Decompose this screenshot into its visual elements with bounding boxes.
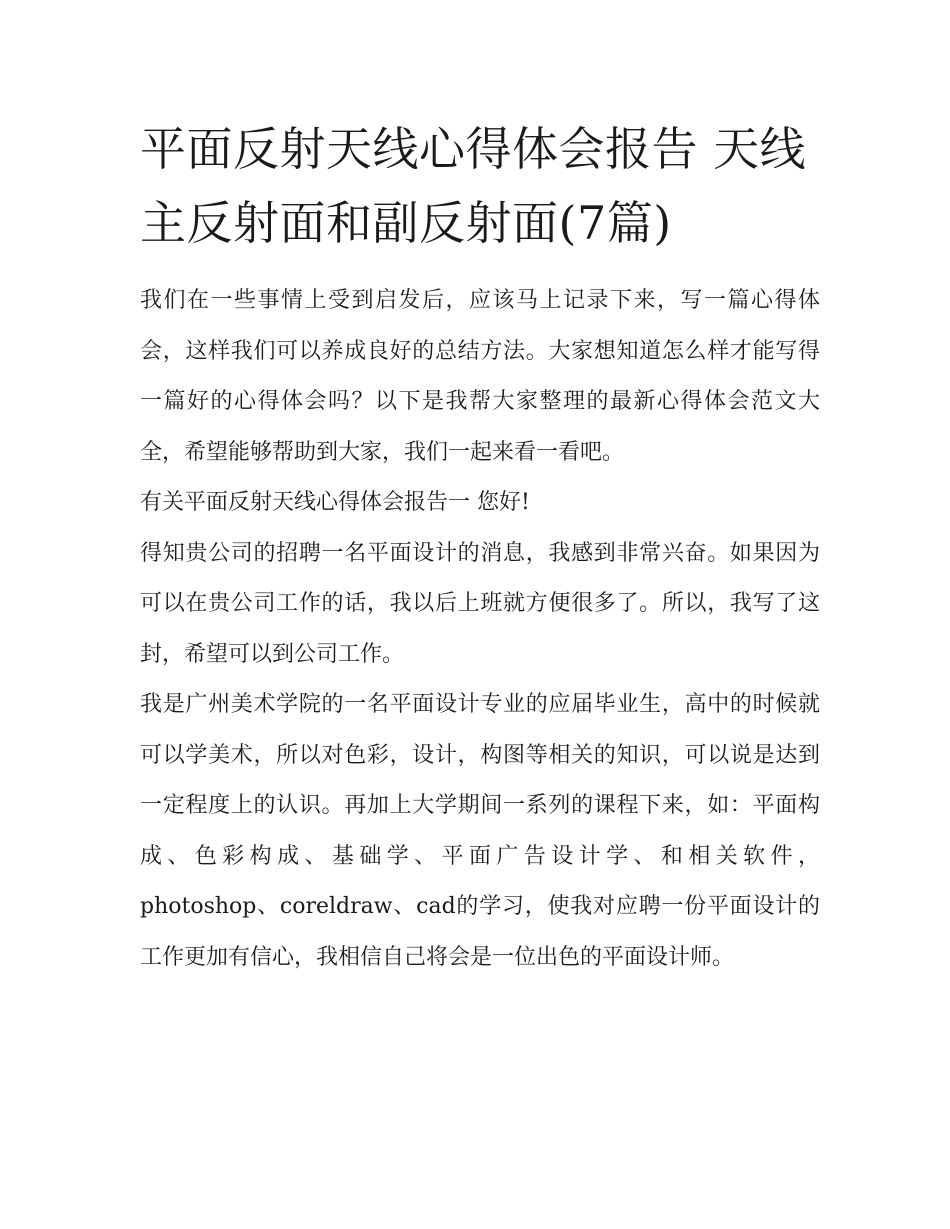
body-paragraph: 我是广州美术学院的一名平面设计专业的应届毕业生，高中的时候就可以学美术，所以对色彩，设计，构图等相关的知识，可以说是达到一定程度上的认识。再加上大学期间一系列的课程下来，如：平面构成、色彩构成、基础学、平面广告设计学、和相关软件，photoshop、coreldraw、cad的学习，使我对应聘一份平面设计的工作更加有信心，我相信自己将会是一位出色的平面设计师。 bbox=[140, 692, 820, 970]
body-paragraph: 得知贵公司的招聘一名平面设计的消息，我感到非常兴奋。如果因为可以在贵公司工作的话，我以后上班就方便很多了。所以，我写了这封，希望可以到公司工作。 bbox=[140, 540, 820, 667]
intro-paragraph: 我们在一些事情上受到启发后，应该马上记录下来，写一篇心得体会，这样我们可以养成良好的总结方法。大家想知道怎么样才能写得一篇好的心得体会吗？以下是我帮大家整理的最新心得体会范文大全，希望能够帮助到大家，我们一起来看一看吧。 bbox=[140, 288, 820, 465]
document-page bbox=[140, 112, 820, 983]
section-heading-paragraph: 有关平面反射天线心得体会报告一 您好! bbox=[140, 490, 530, 515]
document-title: 平面反射天线心得体会报告 天线主反射面和副反射面(7篇) bbox=[140, 122, 807, 250]
